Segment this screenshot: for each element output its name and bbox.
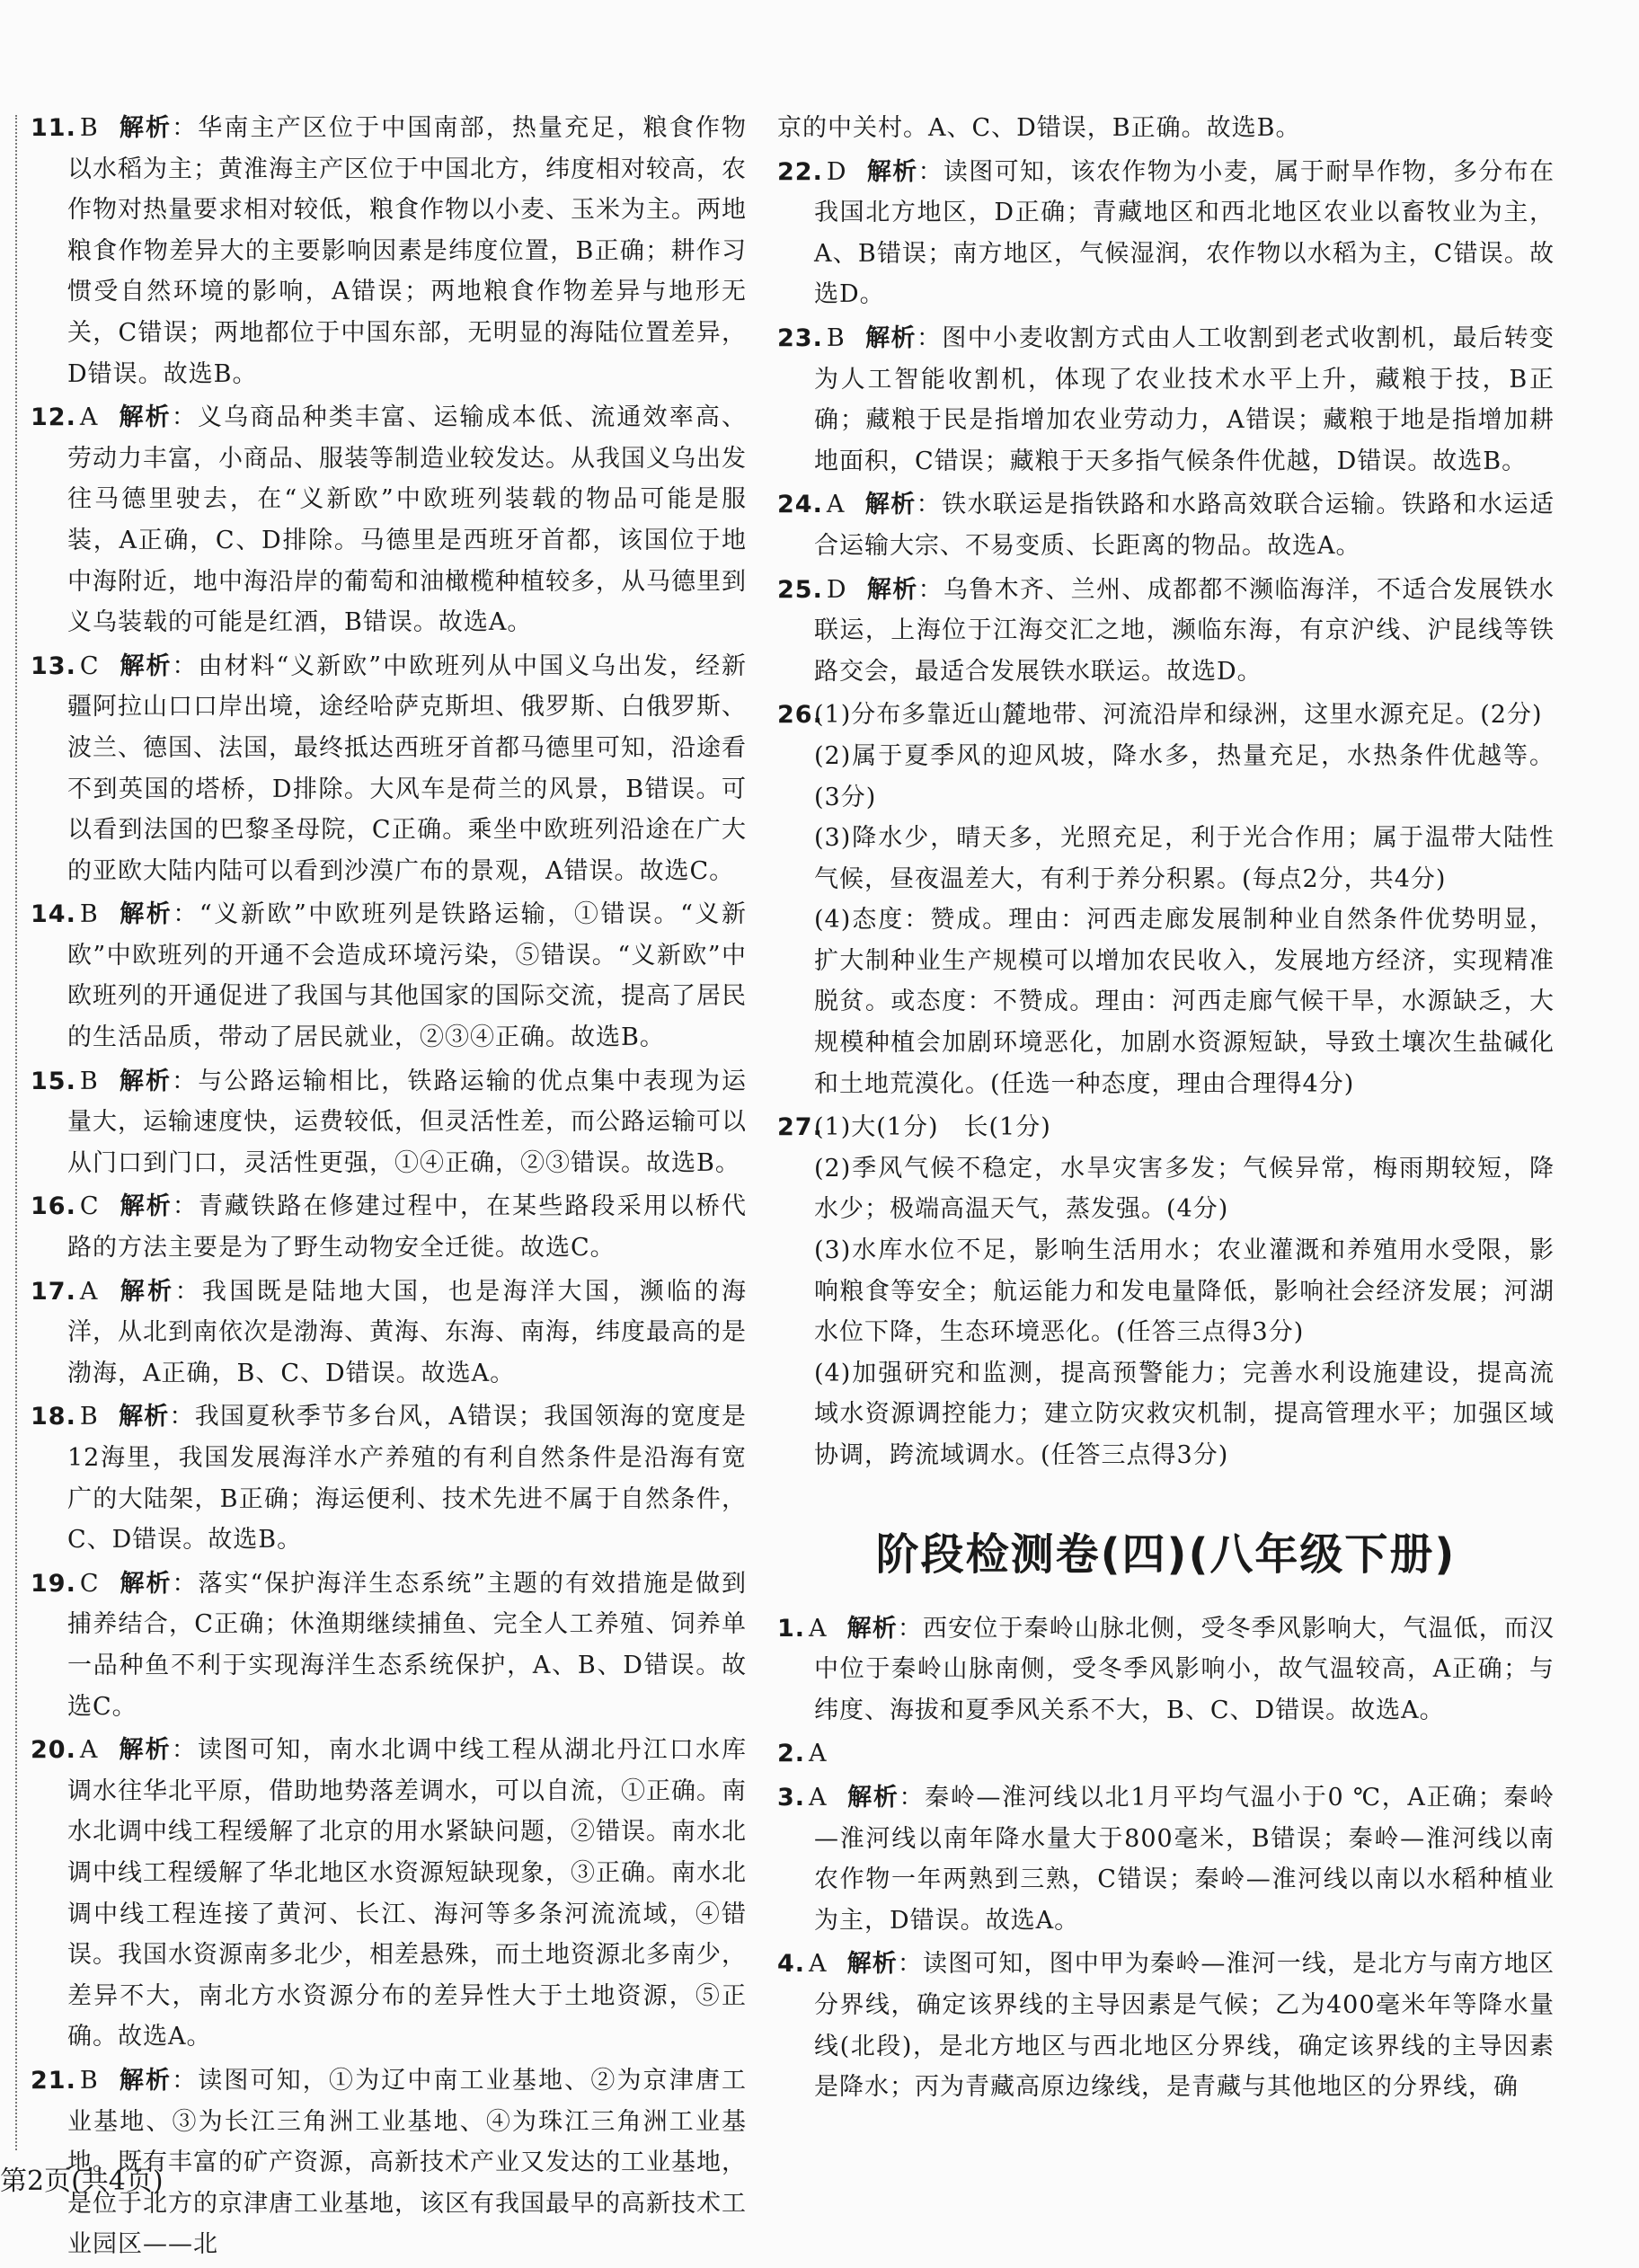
sub-answer <box>777 818 1555 899</box>
analysis-label: 解析 <box>118 1403 170 1431</box>
answer-item <box>31 1564 747 1727</box>
question-number: 14. <box>31 900 76 929</box>
analysis-label: 解析 <box>864 491 917 519</box>
question-number: 15. <box>31 1067 76 1095</box>
answer-letter: D <box>826 157 847 186</box>
answer-item <box>31 397 747 643</box>
analysis-label: 解析 <box>846 1950 898 1979</box>
analysis-label: 解析 <box>119 651 173 680</box>
answer-item <box>31 1186 747 1268</box>
sub-answer-text: (4)态度：赞成。理由：河西走廊发展制种业自然条件优势明显，扩大制种业生产规模可以增加农民收入，发展地方经济，实现精准脱贫。或态度：不赞成。理由：河西走廊气候干旱，水源缺乏，大规模种植会加剧环境恶化，加剧水资源短缺，导致土壤次生盐碱化和土地荒漠化。(任选一种态度，理由合理得4分) <box>814 906 1555 1098</box>
analysis-label: 解析 <box>866 575 918 604</box>
answer-letter: A <box>809 1783 828 1812</box>
sub-answer-text: (2)属于夏季风的迎风坡，降水多，热量充足，水热条件优越等。(3分) <box>814 741 1555 811</box>
analysis-text: ：“义新欧”中欧班列是铁路运输，①错误。“义新欧”中欧班列的开通不会造成环境污染，⑤错误。“义新欧”中欧班列的开通促进了我国与其他国家的国际交流，提高了居民的生活品质，带动了居民就业，②③④正确。故选B。 <box>67 900 747 1052</box>
answer-letter: A <box>79 1736 99 1765</box>
analysis-label: 解析 <box>846 1614 898 1643</box>
analysis-text: ：西安位于秦岭山脉北侧，受冬季风影响大，气温低，而汉中位于秦岭山脉南侧，受冬季风影响小，故气温较高，A正确；与纬度、海拔和夏季风关系不大，B、C、D错误。故选A。 <box>814 1614 1555 1724</box>
section-title: 阶段检测卷(四)(八年级下册) <box>875 1528 1457 1580</box>
sub-answer <box>777 695 1555 736</box>
answer-letter: B <box>79 1403 99 1431</box>
analysis-text: ：我国既是陆地大国，也是海洋大国，濒临的海洋，从北到南依次是渤海、黄海、东海、南海，纬度最高的是渤海，A正确，B、C、D错误。故选A。 <box>67 1277 748 1387</box>
sub-answer-text: (1)大(1分) 长(1分) <box>814 1113 1051 1142</box>
sub-answer-text: (3)降水少，晴天多，光照充足，利于光合作用；属于温带大陆性气候，昼夜温差大，有利于养分积累。(每点2分，共4分) <box>814 824 1555 893</box>
question-number: 13. <box>31 651 76 680</box>
answer-item <box>777 484 1555 566</box>
analysis-text: ：由材料“义新欧”中欧班列从中国义乌出发，经新疆阿拉山口口岸出境，途经哈萨克斯坦、俄罗斯、白俄罗斯、波兰、德国、法国，最终抵达西班牙首都马德里可知，沿途看不到英国的塔桥，D排除。大风车是荷兰的风景，B错误。可以看到法国的巴黎圣母院，C正确。乘坐中欧班列沿途在广大的亚欧大陆内陆可以看到沙漠广布的景观，A错误。故选C。 <box>67 651 748 885</box>
answer-letter: A <box>79 403 99 432</box>
sub-answer <box>777 899 1555 1104</box>
answer-letter: A <box>809 1950 828 1979</box>
question-number: 22. <box>777 157 823 186</box>
analysis-text: ：读图可知，①为辽中南工业基地、②为京津唐工业基地、③为长江三角洲工业基地、④为珠江三角洲工业基地。既有丰富的矿产资源，高新技术产业又发达的工业基地，是位于北方的京津唐工业基地，该区有我国最早的高新技术工业园区——北 <box>67 2066 748 2259</box>
answer-letter: C <box>79 1192 100 1221</box>
answer-letter: B <box>79 114 99 142</box>
left-column <box>31 108 747 2268</box>
analysis-text: ：与公路运输相比，铁路运输的优点集中表现为运量大，运输速度快，运费较低，但灵活性差，而公路运输可以从门口到门口，灵活性更强，①④正确，②③错误。故选B。 <box>67 1067 748 1177</box>
sub-answer <box>777 736 1555 818</box>
answer-item <box>777 1733 1555 1775</box>
answer-letter: C <box>79 651 100 680</box>
question-number: 18. <box>31 1403 76 1431</box>
analysis-text: ：青藏铁路在修建过程中，在某些路段采用以桥代路的方法主要是为了野生动物安全迁徙。故选C。 <box>67 1192 748 1262</box>
analysis-text: ：乌鲁木齐、兰州、成都都不濒临海洋，不适合发展铁水联运，上海位于江海交汇之地，濒临东海，有京沪线、沪昆线等铁路交会，最适合发展铁水联运。故选D。 <box>814 575 1555 686</box>
answer-letter: D <box>826 575 847 604</box>
answer-letter: B <box>826 323 846 352</box>
question-number: 20. <box>31 1736 76 1765</box>
question-number: 23. <box>777 323 823 352</box>
analysis-text: ：落实“保护海洋生态系统”主题的有效措施是做到捕养结合，C正确；休渔期继续捕鱼、完全人工养殖、饲养单一品种鱼不利于实现海洋生态系统保护，A、B、D错误。故选C。 <box>67 1569 748 1721</box>
analysis-label: 解析 <box>119 1192 173 1221</box>
answer-item <box>31 1061 747 1184</box>
answer-letter: C <box>79 1569 100 1598</box>
question-number: 27. <box>777 1113 823 1142</box>
question-number: 19. <box>31 1569 76 1598</box>
answer-item <box>31 646 747 892</box>
analysis-label: 解析 <box>118 900 173 929</box>
answer-item <box>777 1777 1555 1941</box>
answer-item <box>31 894 747 1058</box>
analysis-text: ：华南主产区位于中国南部，热量充足，粮食作物以水稻为主；黄淮海主产区位于中国北方，纬度相对较高，农作物对热量要求相对较低，粮食作物以小麦、玉米为主。两地粮食作物差异大的主要影响因素是纬度位置，B正确；耕作习惯受自然环境的影响，A错误；两地粮食作物差异与地形无关，C错误；两地都位于中国东部，无明显的海陆位置差异，D错误。故选B。 <box>67 114 748 388</box>
answer-item <box>777 318 1555 482</box>
answer-list-section4 <box>777 1608 1555 2108</box>
answer-item <box>31 1396 747 1560</box>
analysis-label: 解析 <box>118 2066 173 2095</box>
question-number: 21. <box>31 2066 76 2095</box>
answer-letter: B <box>79 2066 99 2095</box>
answer-item <box>31 1730 747 2058</box>
question-number: 3. <box>777 1783 806 1812</box>
analysis-label: 解析 <box>118 403 172 432</box>
analysis-text: ：图中小麦收割方式由人工收割到老式收割机，最后转变为人工智能收割机，体现了农业技术水平上升，藏粮于技，B正确；藏粮于民是指增加农业劳动力，A错误；藏粮于地是指增加耕地面积，C错误；藏粮于天多指气候条件优越，D错误。故选B。 <box>814 323 1555 475</box>
analysis-label: 解析 <box>118 114 173 142</box>
question-number: 26. <box>777 701 823 730</box>
analysis-text: ：秦岭—淮河线以北1月平均气温小于0 ℃，A正确；秦岭—淮河线以南年降水量大于800毫米，B错误；秦岭—淮河线以南农作物一年两熟到三熟，C错误；秦岭—淮河线以南以水稻种植业为主，D错误。故选A。 <box>814 1783 1555 1935</box>
analysis-text: ：读图可知，该农作物为小麦，属于耐旱作物，多分布在我国北方地区，D正确；青藏地区和西北地区农业以畜牧业为主，A、B错误；南方地区，气候湿润，农作物以水稻为主，C错误。故选D。 <box>814 157 1555 309</box>
analysis-label: 解析 <box>119 1569 173 1598</box>
answer-27 <box>777 1107 1555 1475</box>
answer-letter: B <box>79 1067 99 1095</box>
analysis-label: 解析 <box>866 157 918 186</box>
analysis-text: ：铁水联运是指铁路和水路高效联合运输。铁路和水运适合运输大宗、不易变质、长距离的物品。故选A。 <box>814 491 1555 560</box>
question-number: 11. <box>31 114 76 142</box>
question-number: 1. <box>777 1614 806 1643</box>
sub-answer-text: (2)季风气候不稳定，水旱灾害多发；气候异常，梅雨期较短，降水少；极端高温天气，蒸发强。(4分) <box>814 1154 1555 1224</box>
sub-answer-text: (1)分布多靠近山麓地带、河流沿岸和绿洲，这里水源充足。(2分) <box>814 701 1543 730</box>
sub-answer <box>777 1353 1555 1476</box>
page-footer: 第2页(共4页) <box>0 2166 164 2197</box>
left-dotted-margin <box>15 115 17 2150</box>
analysis-text: ：读图可知，图中甲为秦岭—淮河一线，是北方与南方地区分界线，确定该界线的主导因素是气候；乙为400毫米年等降水量线(北段)，是北方地区与西北地区分界线，确定该界线的主导因素是降水；丙为青藏高原边缘线，是青藏与其他地区的分界线，确 <box>814 1950 1555 2102</box>
answer-26 <box>777 695 1555 1104</box>
answer-list-right <box>777 152 1555 693</box>
answer-21-continued: 京的中关村。A、C、D错误，B正确。故选B。 <box>777 114 1301 142</box>
question-number: 24. <box>777 491 823 519</box>
answer-item <box>777 152 1555 315</box>
answer-letter: B <box>79 900 99 929</box>
answer-item <box>777 1944 1555 2107</box>
analysis-label: 解析 <box>864 323 917 352</box>
answer-letter: A <box>809 1614 828 1643</box>
question-number: 12. <box>31 403 76 432</box>
question-number: 25. <box>777 575 823 604</box>
sub-answer-text: (4)加强研究和监测，提高预警能力；完善水利设施建设，提高流域水资源调控能力；建立防灾救灾机制，提高管理水平；加强区域协调，跨流域调水。(任答三点得3分) <box>814 1359 1555 1469</box>
analysis-text: ：读图可知，南水北调中线工程从湖北丹江口水库调水往华北平原，借助地势落差调水，可以自流，①正确。南水北调中线工程缓解了北京的用水紧缺问题，②错误。南水北调中线工程缓解了华北地区水资源短缺现象，③正确。南水北调中线工程连接了黄河、长江、海河等多条河流流域，④错误。我国水资源南多北少，相差悬殊，而土地资源北多南少，差异不大，南北方水资源分布的差异性大于土地资源，⑤正确。故选A。 <box>67 1736 748 2051</box>
answer-letter: A <box>809 1740 828 1768</box>
analysis-label: 解析 <box>846 1783 899 1812</box>
answer-letter: A <box>79 1277 99 1306</box>
analysis-label: 解析 <box>118 1736 172 1765</box>
answer-item <box>777 1608 1555 1732</box>
analysis-text: ：我国夏秋季节多台风，A错误；我国领海的宽度是12海里，我国发展海洋水产养殖的有利自然条件是沿海有宽广的大陆架，B正确；海运便利、技术先进不属于自然条件，C、D错误。故选B。 <box>67 1403 748 1555</box>
answer-item <box>31 108 747 394</box>
sub-answer <box>777 1148 1555 1230</box>
question-number: 17. <box>31 1277 76 1306</box>
question-number: 4. <box>777 1950 806 1979</box>
right-column <box>777 108 1555 2111</box>
answer-letter: A <box>826 491 846 519</box>
answer-item <box>777 570 1555 693</box>
sub-answer-text: (3)水库水位不足，影响生活用水；农业灌溉和养殖用水受限，影响粮食等安全；航运能力和发电量降低，影响社会经济发展；河湖水位下降，生态环境恶化。(任答三点得3分) <box>814 1236 1555 1347</box>
sub-answer <box>777 1230 1555 1353</box>
analysis-label: 解析 <box>118 1067 173 1095</box>
question-number: 16. <box>31 1192 76 1221</box>
analysis-label: 解析 <box>118 1277 175 1306</box>
analysis-text: ：义乌商品种类丰富、运输成本低、流通效率高、劳动力丰富，小商品、服装等制造业较发达。从我国义乌出发往马德里驶去，在“义新欧”中欧班列装载的物品可能是服装，A正确，C、D排除。马德里是西班牙首都，该国位于地中海附近，地中海沿岸的葡萄和油橄榄种植较多，从马德里到义乌装载的可能是红酒，B错误。故选A。 <box>67 403 748 637</box>
answer-item <box>31 1271 747 1395</box>
sub-answer <box>777 1107 1555 1148</box>
question-number: 2. <box>777 1740 806 1768</box>
